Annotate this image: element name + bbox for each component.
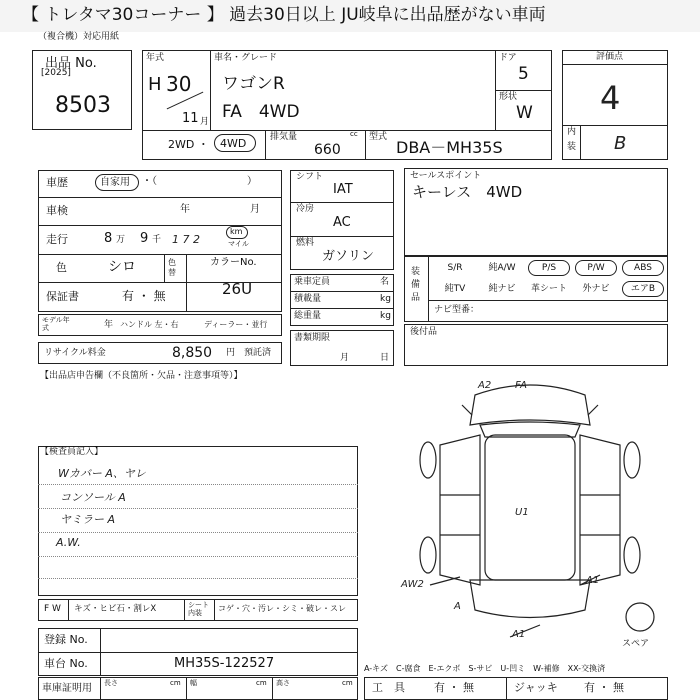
capacity-unit: 名: [380, 277, 390, 287]
year-label: 年式: [146, 53, 165, 63]
warranty-value: 有 ・ 無: [122, 289, 166, 303]
wheel-fl: [420, 442, 436, 478]
aftermarket-label: 後付品: [410, 327, 438, 337]
cert-width-unit: cm: [256, 679, 267, 687]
fuel-value: ガソリン: [322, 249, 375, 264]
mark-front-right: FA: [515, 380, 528, 391]
registration-label: 登録 No.: [44, 633, 88, 646]
history-label: 車歴: [46, 176, 68, 189]
lot-stamp: [2025]: [41, 68, 71, 78]
color-label: 色: [56, 261, 67, 274]
history-selected-circle: [95, 174, 139, 191]
spare-tire: [626, 603, 654, 631]
shift-label: シフト: [296, 172, 324, 182]
capacity-label: 乗車定員: [294, 277, 331, 287]
model-label: 車名・グレード: [214, 53, 278, 63]
load-unit: kg: [380, 294, 391, 304]
tools-value: 有 ・ 無: [434, 681, 474, 694]
mark-rear-right: A1: [586, 575, 600, 586]
selling-points-label: セールスポイント: [410, 171, 482, 181]
inspector-label: 【検査員記入】: [40, 447, 104, 457]
score-label: 評価点: [596, 52, 624, 62]
car-left-side: [440, 435, 480, 585]
load-label: 積載量: [294, 294, 322, 304]
mark-bottom: A1: [512, 629, 526, 640]
equipment-item: ABS: [622, 260, 664, 276]
banner: [0, 0, 700, 32]
equipment-item: P/S: [528, 260, 570, 276]
selling-points-box: [404, 168, 668, 256]
model-year-unit: 年: [104, 320, 114, 330]
cert-height-unit: cm: [342, 679, 353, 687]
interior-label-top: 内: [567, 127, 577, 137]
mileage-man: 8: [104, 231, 113, 246]
inspector-line-4: A.W.: [56, 536, 81, 549]
lot-label: 出品 No.: [45, 56, 97, 71]
score-value: 4: [600, 79, 621, 117]
mileage-mile: マイル: [228, 240, 249, 248]
navi-label: ナビ型番：: [434, 305, 480, 315]
equipment-item: P/W: [575, 260, 617, 276]
fuel-label: 燃料: [296, 238, 315, 248]
color-value: シロ: [108, 259, 136, 275]
chassis-value: MH35S-122527: [174, 656, 275, 671]
inspector-line-3: ヤミラー A: [60, 513, 116, 526]
inspection-year: 年: [180, 204, 190, 215]
drive-selected-circle: [214, 134, 256, 152]
recycle-status: 預託済: [244, 348, 272, 358]
year-era: H: [148, 74, 162, 95]
displacement-value: 660: [314, 142, 341, 158]
lot-box: [32, 50, 132, 130]
type-value: DBA－MH35S: [396, 138, 503, 157]
mileage-man-unit: 万: [116, 235, 126, 245]
color-side-label: 色替: [168, 258, 176, 277]
equipment-item: S/R: [447, 263, 463, 273]
doors-value: 5: [518, 64, 529, 84]
model-year-dealer: ディーラー・並行: [204, 320, 268, 329]
drive-options: 2WD ・: [168, 138, 209, 151]
doc-period-label: 書類期限: [294, 333, 331, 343]
jack-value: 有 ・ 無: [584, 681, 624, 694]
recycle-value: 8,850: [172, 345, 213, 361]
displacement-label: 排気量: [270, 132, 298, 142]
interior-label-bottom: 装: [567, 142, 577, 152]
mileage-label: 走行: [46, 233, 68, 246]
cert-length: 長さ: [104, 679, 118, 687]
doors-label: ドア: [499, 53, 517, 63]
wheel-rl: [420, 537, 436, 573]
shape-value: W: [516, 103, 533, 123]
colorno-value: 26U: [222, 280, 253, 298]
inspection-month: 月: [250, 204, 260, 215]
fw-seat-value: コゲ・穴・汚レ・シミ・破レ・スレ: [218, 604, 346, 613]
shift-value: IAT: [333, 182, 353, 197]
aftermarket-box: [404, 324, 668, 366]
model-name: ワゴンR: [222, 74, 285, 94]
mark-center: U1: [515, 507, 529, 518]
year-value: 30: [166, 72, 192, 96]
car-rear: [470, 580, 590, 618]
history-rest: ・（ ）: [142, 176, 257, 187]
gross-unit: kg: [380, 311, 391, 321]
spare-label: スペア: [622, 639, 650, 649]
mileage-sen-unit: 千: [152, 235, 162, 245]
displacement-unit: cc: [350, 130, 358, 138]
equipment-item: 純TV: [444, 284, 466, 294]
car-front: [470, 385, 590, 425]
colorno-label: カラーNo.: [210, 257, 257, 268]
model-year-label: モデル年式: [42, 316, 70, 332]
cert-length-unit: cm: [170, 679, 181, 687]
wheel-fr: [624, 442, 640, 478]
inspector-line-1: Wカバー A、ヤレ: [58, 467, 146, 480]
fw-label: F W: [44, 604, 61, 614]
chassis-label: 車台 No.: [44, 657, 88, 670]
warranty-label: 保証書: [46, 290, 79, 303]
car-diagram: [400, 375, 670, 640]
wheel-rr: [624, 537, 640, 573]
year-month-unit: 月: [200, 117, 210, 127]
mileage-km-circle: [226, 226, 248, 239]
cert-label: 車庫証明用: [42, 683, 92, 694]
mark-front-left: A2: [478, 380, 492, 391]
tools-label: 工 具: [372, 681, 405, 694]
mileage-sen: 9: [140, 231, 149, 246]
inspection-label: 車検: [46, 204, 68, 217]
drive-selected: 4WD: [220, 137, 247, 150]
selling-points-value: キーレス 4WD: [412, 183, 523, 201]
car-right-side: [580, 435, 620, 585]
declaration-label: 【出品店申告欄（不良箇所・欠品・注意事項等）】: [40, 371, 243, 381]
car-roof: [485, 435, 575, 580]
gross-label: 総重量: [294, 311, 322, 321]
equipment-item: エアB: [622, 281, 664, 297]
recycle-unit: 円: [226, 348, 236, 358]
doc-period-day: 日: [380, 353, 390, 363]
cert-height: 高さ: [276, 679, 290, 687]
mileage-rest: 1 7 2: [172, 233, 200, 246]
subheader: （複合機）対応用紙: [38, 32, 120, 42]
equipment-item: 純ナビ: [488, 284, 516, 294]
fw-seat-label: シート内装: [188, 601, 209, 617]
legend: A-キズ C-腐食 E-エクボ S-サビ U-凹ミ W-補修 XX-交換済: [364, 664, 606, 673]
jack-label: ジャッキ: [514, 681, 558, 694]
aircon-label: 冷房: [296, 204, 315, 214]
inspector-line-2: コンソール A: [60, 491, 126, 504]
banner-text: 【 トレタマ30コーナー 】 過去30日以上 JU岐阜に出品歴がない車両: [22, 5, 546, 25]
model-year-handle: ハンドル 左・右: [120, 320, 179, 329]
lot-number: 8503: [55, 93, 111, 118]
equipment-item: 革シート: [530, 284, 567, 294]
shape-label: 形状: [499, 92, 518, 102]
history-selected: 自家用: [100, 177, 130, 188]
aircon-value: AC: [333, 215, 351, 230]
mileage-km: km: [230, 227, 243, 236]
interior-value: B: [614, 133, 627, 154]
equipment-label: 装備品: [411, 267, 421, 303]
equipment-item: 純A/W: [488, 263, 516, 273]
model-grade: FA 4WD: [222, 102, 300, 122]
type-label: 型式: [369, 132, 388, 142]
fw-value: キズ・ヒビ石・割レX: [74, 604, 157, 614]
year-month: 11: [182, 111, 199, 126]
mark-rear-left: AW2: [401, 579, 424, 590]
cert-width: 幅: [190, 679, 197, 687]
doc-period-month: 月: [340, 353, 350, 363]
mark-rear-a: A: [454, 601, 461, 612]
recycle-label: リサイクル料金: [44, 348, 106, 358]
equipment-item: 外ナビ: [582, 284, 610, 294]
